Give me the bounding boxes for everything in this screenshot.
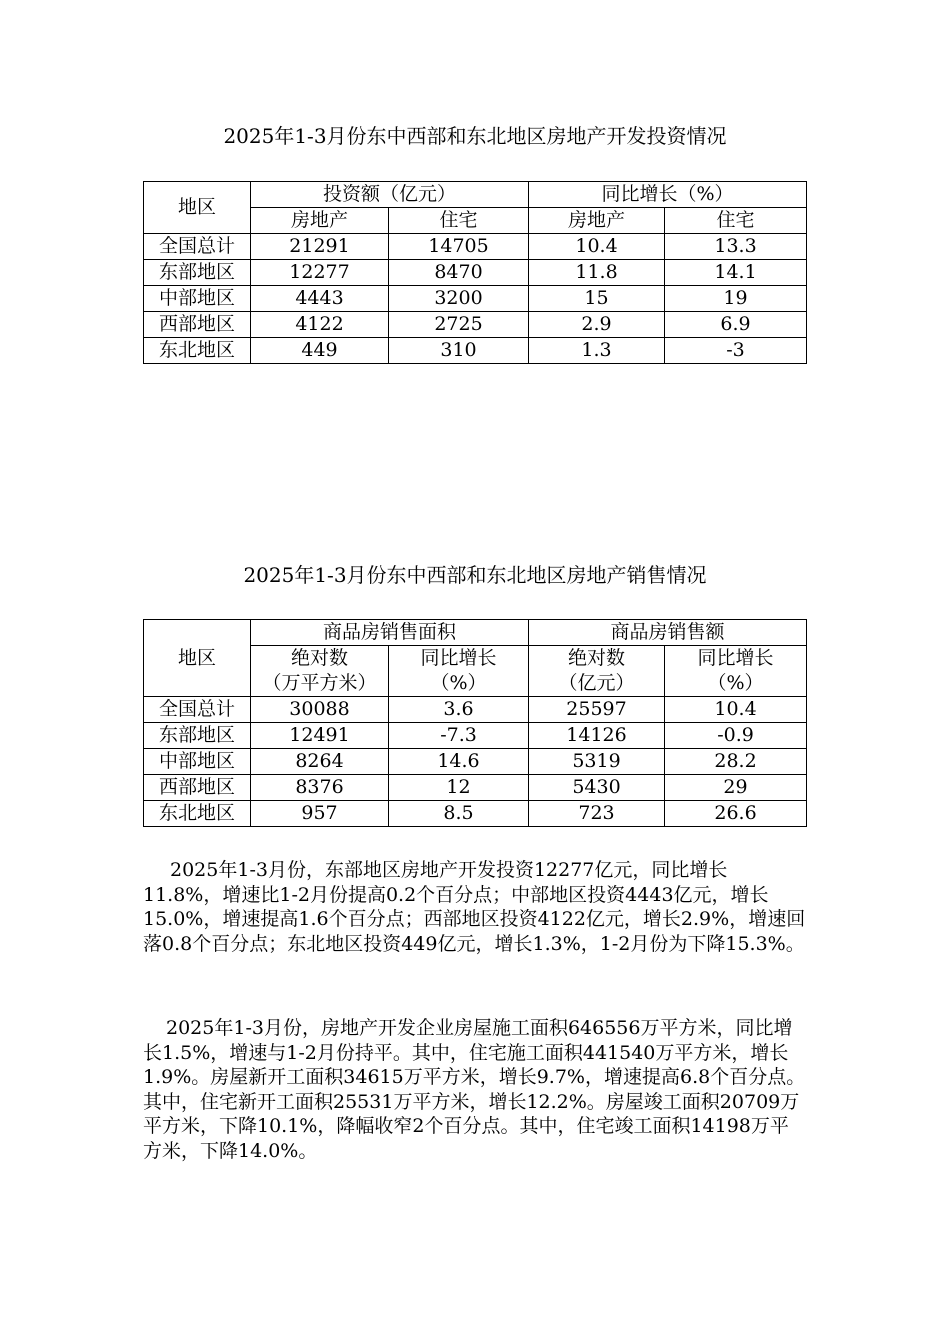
region-header: 地区 (144, 620, 251, 697)
region-cell: 东部地区 (144, 260, 251, 286)
subheader-cell: 绝对数 (251, 646, 389, 672)
subheader-cell: 房地产 (529, 208, 665, 234)
subheader-cell: 绝对数 (529, 646, 665, 672)
subheader-cell: 同比增长 (665, 646, 807, 672)
investment-summary-paragraph: 2025年1-3月份，东部地区房地产开发投资12277亿元，同比增长11.8%，增速比1-2月份提高0.2个百分点；中部地区投资4443亿元，增长15.0%，增速提高1.6个百分点；西部地区投资4122亿元，增长2.9%，增速回落0.8个百分点；东北地区投资449亿元，增长1.3%，1-2月份为下降15.3%。 (143, 859, 806, 955)
table-row (144, 801, 807, 827)
unit-cell: （%） (665, 671, 807, 697)
region-cell: 全国总计 (144, 234, 251, 260)
region-cell: 东北地区 (144, 801, 251, 827)
value-cell: 8470 (389, 260, 529, 286)
investment-amount-header: 投资额（亿元） (251, 182, 529, 208)
table-row (144, 286, 807, 312)
value-cell: 29 (665, 775, 807, 801)
value-cell: -7.3 (389, 723, 529, 749)
value-cell: 12491 (251, 723, 389, 749)
value-cell: 4443 (251, 286, 389, 312)
sales-area-header: 商品房销售面积 (251, 620, 529, 646)
sales-amount-header: 商品房销售额 (529, 620, 807, 646)
value-cell: 5319 (529, 749, 665, 775)
region-header: 地区 (144, 182, 251, 234)
value-cell: 14126 (529, 723, 665, 749)
value-cell: 6.9 (665, 312, 807, 338)
value-cell: 14.1 (665, 260, 807, 286)
region-cell: 全国总计 (144, 697, 251, 723)
value-cell: 3.6 (389, 697, 529, 723)
region-cell: 西部地区 (144, 312, 251, 338)
value-cell: 14.6 (389, 749, 529, 775)
value-cell: 12 (389, 775, 529, 801)
value-cell: 30088 (251, 697, 389, 723)
unit-cell: （亿元） (529, 671, 665, 697)
value-cell: 957 (251, 801, 389, 827)
value-cell: 3200 (389, 286, 529, 312)
value-cell: 2.9 (529, 312, 665, 338)
subheader-cell: 住宅 (665, 208, 807, 234)
table-row (144, 234, 807, 260)
subheader-cell: 住宅 (389, 208, 529, 234)
region-cell: 中部地区 (144, 749, 251, 775)
value-cell: 28.2 (665, 749, 807, 775)
value-cell: 19 (665, 286, 807, 312)
value-cell: 8264 (251, 749, 389, 775)
sales-header-row (144, 620, 807, 646)
table-row (144, 749, 807, 775)
value-cell: 10.4 (665, 697, 807, 723)
value-cell: 8376 (251, 775, 389, 801)
region-cell: 东北地区 (144, 338, 251, 364)
yoy-growth-header: 同比增长（%） (529, 182, 807, 208)
investment-table-title: 2025年1-3月份东中西部和东北地区房地产开发投资情况 (223, 124, 727, 148)
value-cell: 4122 (251, 312, 389, 338)
investment-header-row (144, 182, 807, 208)
value-cell: 449 (251, 338, 389, 364)
construction-summary-paragraph: 2025年1-3月份，房地产开发企业房屋施工面积646556万平方米，同比增长1.5%，增速与1-2月份持平。其中，住宅施工面积441540万平方米，增长1.9%。房屋新开工面积34615万平方米，增长9.7%，增速提高6.8个百分点。其中，住宅新开工面积25531万平方米，增长12.2%。房屋竣工面积20709万平方米，下降10.1%，降幅收窄2个百分点。其中，住宅竣工面积14198万平方米，下降14.0%。 (143, 1017, 806, 1162)
sales-table-title: 2025年1-3月份东中西部和东北地区房地产销售情况 (243, 563, 707, 587)
value-cell: 1.3 (529, 338, 665, 364)
value-cell: 2725 (389, 312, 529, 338)
value-cell: 15 (529, 286, 665, 312)
value-cell: 21291 (251, 234, 389, 260)
value-cell: 12277 (251, 260, 389, 286)
value-cell: 10.4 (529, 234, 665, 260)
region-cell: 中部地区 (144, 286, 251, 312)
value-cell: 11.8 (529, 260, 665, 286)
table-row (144, 697, 807, 723)
subheader-cell: 同比增长 (389, 646, 529, 672)
table-row (144, 723, 807, 749)
value-cell: -3 (665, 338, 807, 364)
table-row (144, 775, 807, 801)
investment-table (143, 181, 807, 364)
value-cell: 8.5 (389, 801, 529, 827)
unit-cell: （%） (389, 671, 529, 697)
value-cell: 14705 (389, 234, 529, 260)
region-cell: 东部地区 (144, 723, 251, 749)
subheader-cell: 房地产 (251, 208, 389, 234)
value-cell: 25597 (529, 697, 665, 723)
table-row (144, 312, 807, 338)
table-row (144, 260, 807, 286)
value-cell: 723 (529, 801, 665, 827)
region-cell: 西部地区 (144, 775, 251, 801)
value-cell: 26.6 (665, 801, 807, 827)
value-cell: 5430 (529, 775, 665, 801)
value-cell: 310 (389, 338, 529, 364)
unit-cell: （万平方米） (251, 671, 389, 697)
value-cell: -0.9 (665, 723, 807, 749)
sales-table (143, 619, 807, 827)
value-cell: 13.3 (665, 234, 807, 260)
table-row (144, 338, 807, 364)
